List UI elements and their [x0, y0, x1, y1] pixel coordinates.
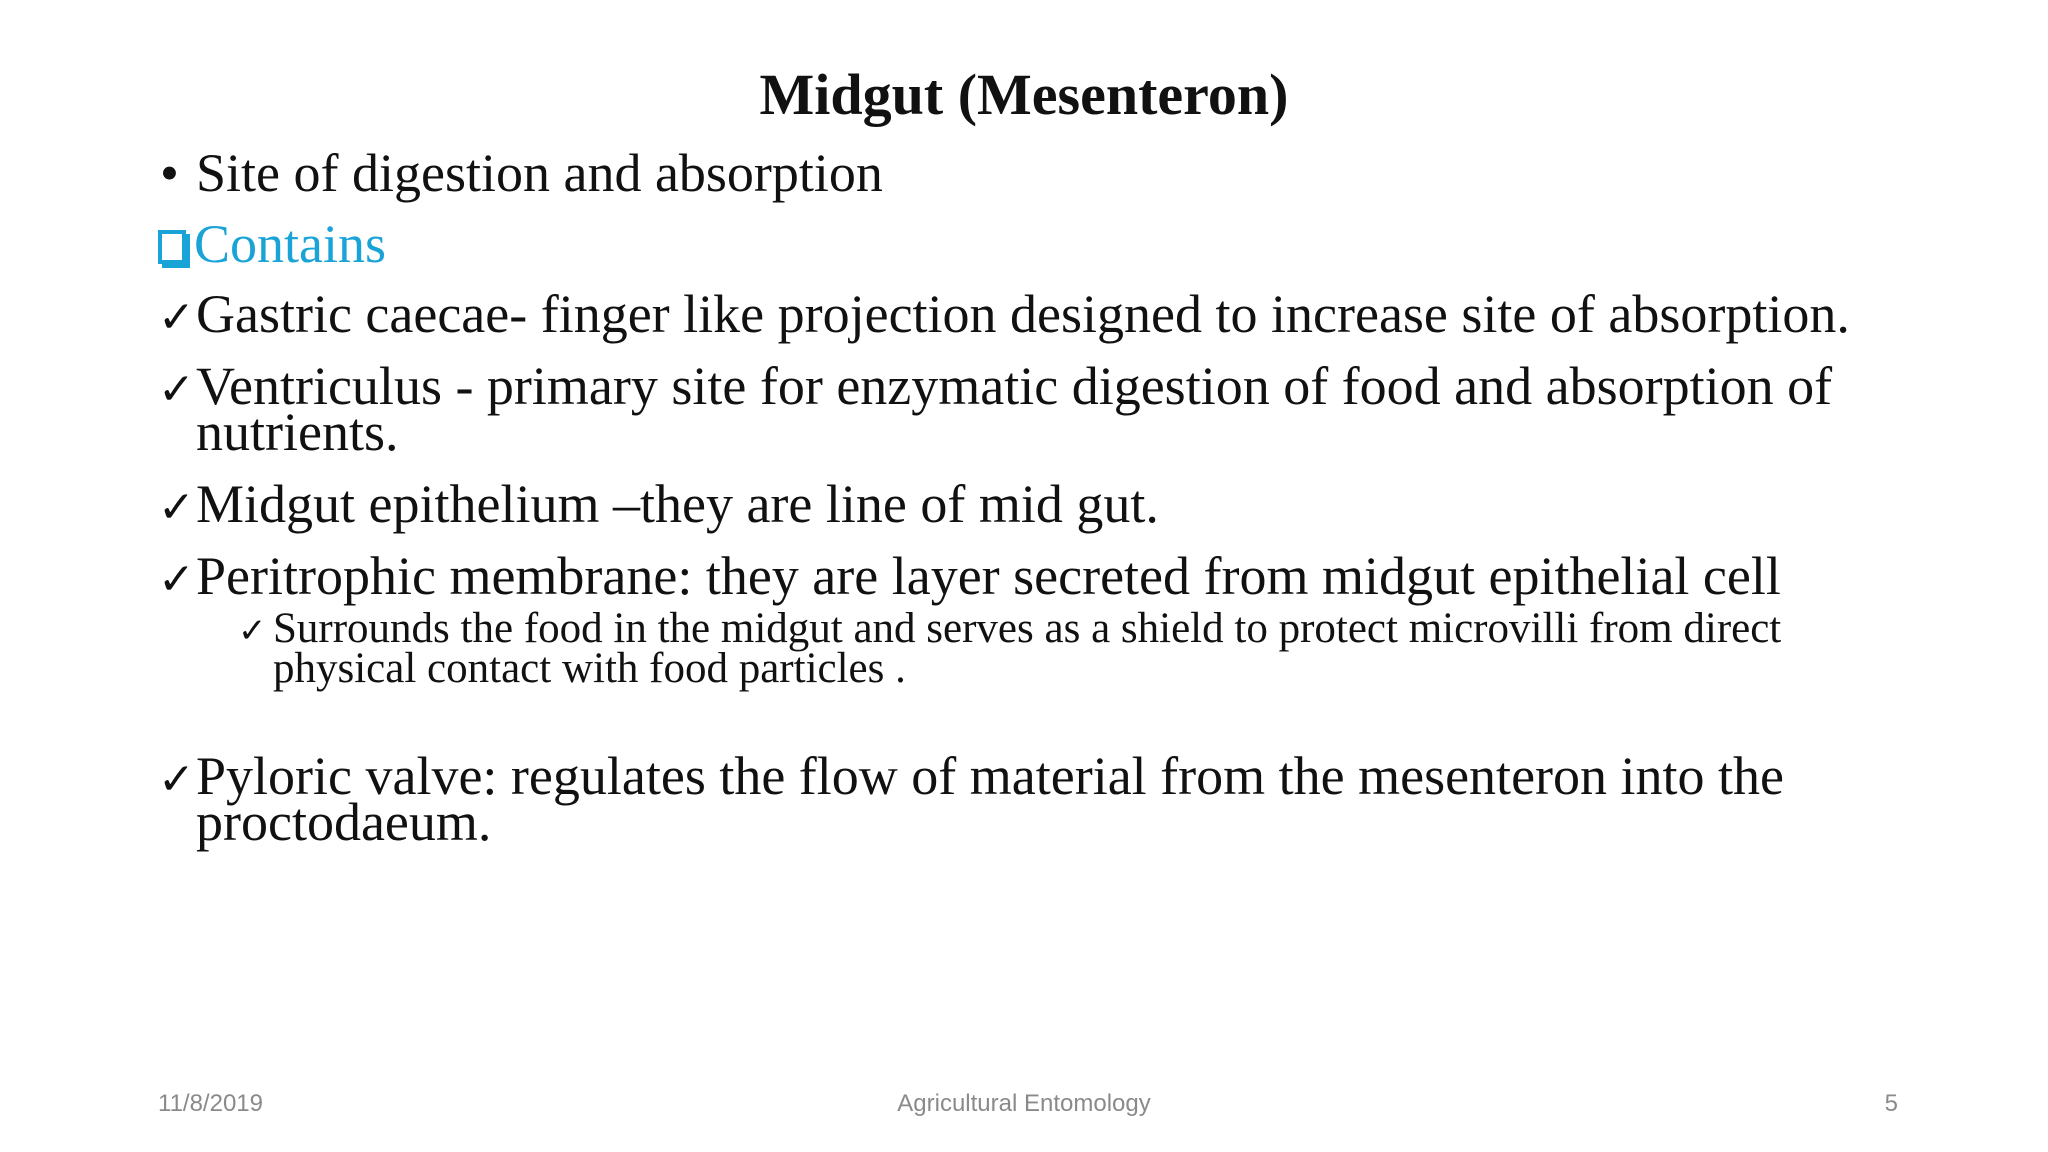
bullet-text: Site of digestion and absorption [196, 143, 883, 203]
contains-heading [158, 214, 1918, 274]
list-item-text: Midgut epithelium –they are line of mid gut. [196, 474, 1159, 534]
checkmark-icon: ✓ [158, 482, 195, 533]
footer-page-number: 5 [1884, 1090, 1898, 1117]
list-item-midgut-epithelium [158, 474, 1918, 534]
bullet-item [158, 143, 1918, 203]
list-item-text: Ventriculus - primary site for enzymatic digestion of food and absorption of nutrients. [196, 356, 1833, 462]
slide-body [158, 143, 1918, 871]
list-item-ventriculus [158, 356, 1918, 462]
list-item-pyloric-valve [158, 746, 1918, 852]
checkmark-icon: ✓ [158, 554, 195, 605]
list-item-text: Peritrophic membrane: they are layer secreted from midgut epithelial cell [196, 546, 1781, 606]
checkmark-icon: ✓ [158, 754, 195, 805]
checkmark-icon: ✓ [158, 292, 195, 343]
list-item-peritrophic-membrane [158, 546, 1918, 606]
list-item-text: Gastric caecae- finger like projection designed to increase site of absorption. [196, 284, 1850, 344]
sub-list-item-text: Surrounds the food in the midgut and serves as a shield to protect microvilli from direct physical contact with food particles . [273, 605, 1782, 692]
checkmark-icon: ✓ [158, 364, 195, 415]
list-item-gastric-caecae [158, 284, 1918, 344]
checkbox-square-icon [158, 230, 186, 264]
footer-course: Agricultural Entomology [897, 1090, 1151, 1117]
contains-label: Contains [194, 214, 387, 274]
slide-title: Midgut (Mesenteron) [759, 62, 1289, 127]
list-item-text: Pyloric valve: regulates the flow of material from the mesenteron into the proctodaeum. [196, 746, 1784, 852]
bullet-icon: • [160, 143, 179, 203]
sub-list-item [158, 605, 1918, 692]
checkmark-icon: ✓ [238, 611, 267, 651]
footer-date: 11/8/2019 [158, 1090, 263, 1117]
